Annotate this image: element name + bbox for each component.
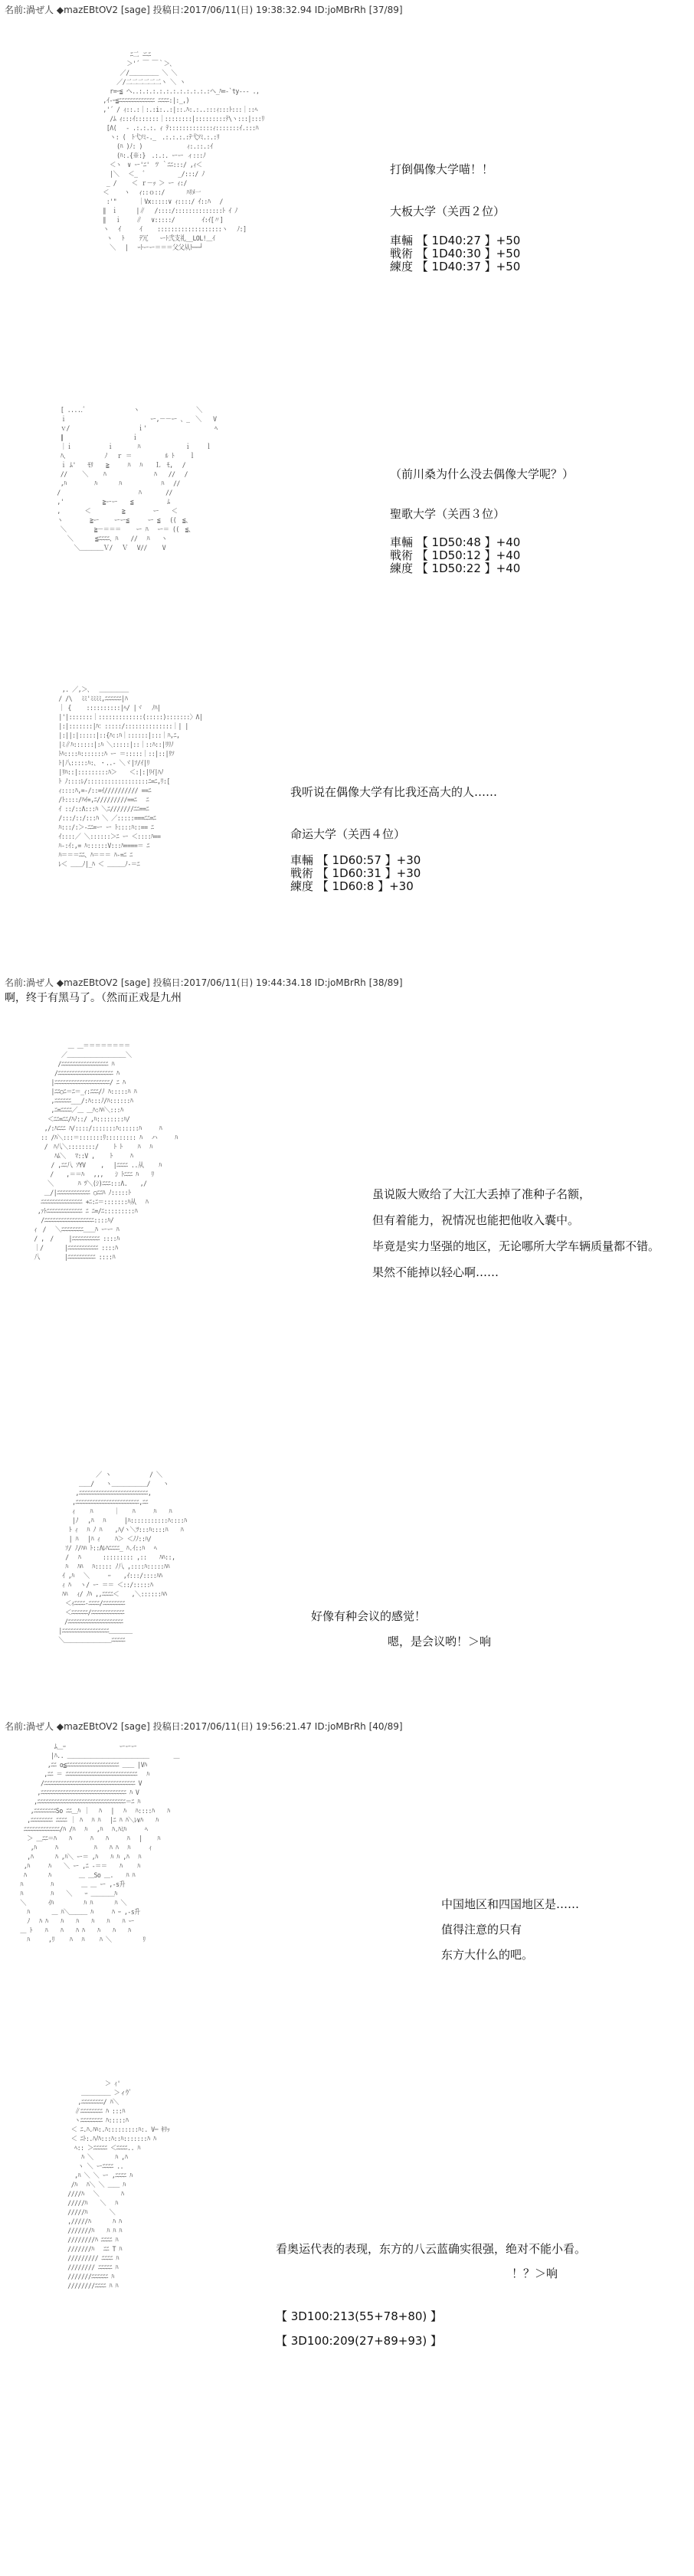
post1-line-6: 命运大学（关西４位） <box>290 827 406 841</box>
stat-vehicle: 車輛 【 1D40:27 】+50 <box>390 234 521 247</box>
ascii-art-character-1: ﾆ二 ニﾆ ＞'´ ￣ ￣｀＞､ ／/＿＿＿＿＿ ＼ ＼ ／/二二二二二二ヽ ＼ ヽ r=ｰ≦ ヘ..:.:.:.:.:.:.:.:.:.:.:ヘ_ﾊ=-`ty‐-- ., ,ｲ-ｰ≦ﾆﾆﾆﾆﾆﾆﾆﾆﾆﾆﾆﾆﾆ ﾆﾆﾆﾆ:|:_,) ,'´ / ｨ::.:｜:.:i:..:|::.ﾊ:.:..:::ｨ:::ﾄ:::｜::ﾍ /ﾑ ｨ:::ｲ:::::::｜::::::::|:::::::::ﾃ\ヽ:::|:::ﾘ [Λ( ‐ .:.:.:. ｨ ﾃ:::::::::::::ｨ:::::::ｲ.:::ﾊ ヽ: ( ﾄ弋ｿﾐ-._ .:.:.:.:ﾃ弋ｿﾐ.:.:ﾘ (ﾊ )ﾉ: ) ｨ:.::.:ｲ (ﾊ:.{※:} .:.:. ーー ィ:::ﾉ ＜ヽ ∨ ー'ﾆ' ﾂ ｀ﾆﾆ:::/ ,ｨ＜ |＼ ＜_ ﾞ _/:::/ ﾉ _ / ＜ ｒ－ｯ ＞ ー ｨ:/ ＜ ヽ ｨ::ｏ::/ ﾊﾘﾒ一 :'" ｜Vx:::::∨ ｨ::::/ ｲ::ﾊ / ∥ ｉ |∥ /::::/::::::::::::::ﾄ ｲ ﾉ ∥ ｉ ∥ ∨:::::/ ｲ:ｲ[〃] ヽ ｲ ｲ :::::::::::::::::::ヽ ﾉ:] ヽ ﾄ ﾃ冗 ーﾄ弐支礼__LOL!＿ｲ ＼ | ｰﾄーー＝＝＝父父从ﾄ──┘ <box>103 51 264 252</box>
post2-line-5: 好像有种会议的感觉！ <box>311 1609 427 1623</box>
post-header <box>5 1720 403 1733</box>
post3-line-5: ！？＞响 <box>512 2267 558 2280</box>
post2-line-4: 果然不能掉以轻心啊…… <box>372 1265 499 1279</box>
post1-line-3: （前川桑为什么没去偶像大学呢？） <box>390 467 575 481</box>
stat-vehicle: 車輛 【 1D60:57 】+30 <box>290 853 421 867</box>
stat-skill: 練度 【 1D50:22 】+40 <box>390 561 521 575</box>
post2-line-2: 但有着能力，祝情况也能把他收入囊中。 <box>372 1213 580 1227</box>
ascii-art-character-2: [ .....ﾞ ヽ ＼ ｉ ー,－－ー 、_ ＼ V ｖ/ ｉ' ﾍ ∥ ｉ ｜ｉ ｉ ﾊ ｉ ｌ ﾊ、 ﾉ ｒ ＝ ﾙ ﾄ ｌ ｉ ﾑ' ﾓﾘ ≧ ﾊ ﾊ Ｌ ﾓ, / // ＼ ﾊ ﾊ // / ,ﾊ ﾊ ﾊ ﾊ // / ﾊ // ,' ≧ーー ≦ ﾑ , ＜ ≧ ー ＜ ヽ ≧ー ーー≦ ー ≦ (( ≦、 ＼ ≧－＝＝＝ ー ﾊ ー＝ (( ≦、 ＼ ≦ﾆﾆﾆﾆ、ﾊ // ﾊ ヽ ＼＿＿＿＿Ｖ/ Ｖ V// V <box>57 407 218 552</box>
dice-roll-2: 【 3D100:209(27+89+93) 】 <box>276 2334 443 2348</box>
ascii-art-character-7: ＞ ｨ' ＿＿＿＿＿ ＞ィｳﾞ ,ﾆﾆﾆﾆﾆﾆﾆﾆ/ ﾊ＼ ∥ﾆﾆﾆﾆﾆﾆﾆﾆ ﾊ :::ﾊ ヽﾆﾆﾆﾆﾆﾆﾆﾆ ﾊ:::::ﾊ ＜ ﾆ.ﾊ.ﾊﾊ:.ﾊ:::::::::ﾊ:. V─ ｷﾘｯ ＜ ﾆﾄ:.ﾊﾉﾊ:::ﾊ::ﾊ:::::::ﾊ ﾊ ﾍ:: ＞ﾆﾆﾆﾆﾆ ＜ﾆﾆﾆﾆ.. ﾊ ﾊ ＼ ﾊ ,ﾊ ヽ ＼ ーﾆﾆﾆﾆ .. ,ﾊ ＼ ＼ ー ,ﾆﾆﾆﾆ ﾊ /ﾊ ﾊ＼ ＼ ＿＿ ﾊ ////ﾊ ＼ ﾊ /////ﾊ ＼ ﾊ /////ﾊ ＼ ,/////ﾊ ﾊ ﾊ ///////ﾊ ﾊ ﾊ ﾊ ////////ﾊ ﾆﾆﾆﾆ ﾊ ///////ﾊ ﾆﾆ T ﾊ ///////// ﾆﾆﾆﾆ ﾊ //////// ﾆﾆﾆﾆﾆ ﾊ ///////ﾆﾆﾆﾆﾆﾆ ﾊ ////////ﾆﾆﾆﾆ ﾊ ﾊ <box>67 2080 170 2290</box>
stat-skill: 練度 【 1D40:37 】+50 <box>390 260 521 273</box>
post3-line-2: 值得注意的只有 <box>441 1923 522 1936</box>
post2-line-1: 虽说阪大败给了大江大丢掉了准种子名额， <box>372 1187 591 1201</box>
post1-line-2: 大板大学（关西２位） <box>390 205 506 218</box>
ascii-art-character-5: ／ ヽ / ＼ ＿＿/ ヽ＿＿＿＿＿＿/ ヽ ,ﾆﾆﾆﾆﾆﾆﾆﾆﾆﾆﾆﾆﾆﾆﾆﾆﾆﾆﾆﾆﾆﾆﾆﾆﾆ, ,ﾆﾆﾆﾆﾆﾆﾆﾆﾆﾆﾆﾆﾆﾆﾆﾆﾆﾆﾆﾆﾆﾆﾆ,ﾆﾆ ｨ ﾊ ｜ ﾊ ﾊ ﾊ |ﾉ ,ﾊ ﾊ |ﾊ:::::::::::ﾊ::::ﾊ ﾄ ｨ ﾊ ﾉ ﾊ ,ﾊ/ヽ＼ﾂ:::ﾊ::::ﾊ ﾊ | ﾊ |ﾊ ｨ ﾊ＞ ＜ﾉﾉ::ﾊ/ ｿ/ ﾉ/ﾊﾊ ﾄ::Λﾚﾊﾆﾆﾆﾆ_ ﾊ.ｲ::ﾊ ﾍ / ﾊ ::::::::: ,:: ﾊﾊ::, ﾊ ﾊﾊ ﾊ::::: ﾉ八 ,::::ﾊ:::::ﾊﾊ ｲ ,ﾊ ＼ ｰ ,ｲ:::/::::ﾊﾊ ｨ ﾊ ヽ/ ー ＝＝ ＜::/:::::ﾊ ﾊﾊ ｨ/ ﾉﾊ ,,ﾆﾆﾆﾆ＜ ,＼::::::ﾊﾊ ＜ｨﾆﾆﾆﾆ-ﾆﾆﾆﾆ/ﾆﾆﾆﾆﾆﾆﾆﾆ ＜ﾆﾆﾆﾆﾆﾆ/ﾆﾆﾆﾆﾆﾆﾆﾆﾆﾆﾆﾆ /ﾆﾆﾆﾆﾆﾆﾆﾆﾆﾆﾆﾆﾆﾆﾆﾆﾆﾆﾆﾆ |ﾆﾆﾆﾆﾆﾆﾆﾆﾆﾆﾆﾆﾆﾆﾆﾆﾆ＿＿＿＿ ＼＿＿＿＿＿＿＿＿ﾆﾆﾆﾆﾆ <box>58 1471 187 1645</box>
post1-line-1: 打倒偶像大学喵！！ <box>390 162 494 176</box>
post2-line-3: 毕竟是实力坚强的地区，无论哪所大学车辆质量都不错。 <box>372 1239 660 1253</box>
ascii-art-character-3: ,. ／,＞､ ＿＿＿＿＿ / /\ ﾐﾐ'ﾐﾐﾐﾐ,ﾆﾆﾆﾆﾆﾆ|ﾊ ｜ { ::::::::::|ﾍ/ |ヾ ﾉﾊ| |'|:::::::｜:::::::::::::(:::::):::::::〉Λ| |:|:::::::|ﾊ：:::::/::::::::::::::｜| | |:||:|:::::|::{ﾊ::ﾊ｜::::::|:::｜ﾊ,ﾆ, |ﾐ∥ﾊ::::::|:ﾊ ＼:::::|::｜::ﾊ::|ﾘﾘﾉ ﾄﾊ::::ﾊ:::::::ﾊ ー ＝:::::｜::|::|ﾘｿ ﾄ|八:::::ﾊ:､ ・..‐ ＼ヾ|ｿ/ｲ|ﾘ |ﾘﾊ::|:::::::::ﾊ＞ ＜:|:|ﾘｲ|ﾊﾉ ﾄ ﾉ::::ﾚ/::::::::::::::::::ﾆ=ﾆ,ﾘ:[ ｨ::::ﾊ,=-/::=ｲ////////// ==ﾆ /ﾄ::::/ﾊｲ=,ﾆ/////////==ﾆ ﾆ ｲ ::/::Λ:::ﾊ ＼ﾆ///////ﾆﾆ==ﾆ /:::/::/:::ﾊ ＼ ／:::::===ﾆﾆ=ﾆ ﾊ:::/:＞-ﾆﾆ=ー ー ﾄ::::ﾊ::== ﾆ ｲ::::／ ＼::::::＞ﾆ ー ＜::::ﾊ== ﾊ-:ｲ:,= ﾊ::::::V:::ﾊ====＝ ﾆ ﾊ＝＝＝ﾆﾆ、ﾊ＝＝＝ ﾊ-=ﾆ ﾆ ﾚ＜ ＿＿ﾉ|_ﾊ ＜ ＿＿＿ﾉ-＝ﾆ <box>58 686 203 869</box>
stat-tactics: 戦術 【 1D50:12 】+40 <box>390 548 521 562</box>
post2-intro: 啊，终于有黑马了。（然而正戏是九州 <box>5 992 182 1004</box>
stat-tactics: 戦術 【 1D40:30 】+50 <box>390 247 521 260</box>
stat-vehicle: 車輛 【 1D50:48 】+40 <box>390 535 521 549</box>
post3-line-4: 看奥运代表的表现，东方的八云蓝确实很强，绝对不能小看。 <box>276 2242 587 2256</box>
stat-skill: 練度 【 1D60:8 】+30 <box>290 879 414 893</box>
post3-line-1: 中国地区和四国地区是…… <box>441 1897 580 1911</box>
ascii-art-character-6: ﾑ＿ｰ ーーー |ﾊ.. ＿＿＿＿＿＿＿＿＿＿＿＿＿＿ ＿ ,ﾆﾆ o≦ﾆﾆﾆﾆﾆﾆﾆﾆﾆﾆﾆﾆﾆﾆﾆﾆﾆﾆﾆ ＿＿ |Vﾊ ,ﾆﾆ ＝ ﾆﾆﾆﾆﾆﾆﾆﾆﾆﾆﾆﾆﾆﾆﾆﾆﾆﾆﾆﾆﾆﾆﾆﾆﾆﾆ ﾊ /ﾆﾆﾆﾆﾆﾆﾆﾆﾆﾆﾆﾆﾆﾆﾆﾆﾆﾆﾆﾆﾆﾆﾆﾆﾆﾆﾆﾆﾆﾆﾆﾆﾆ V ,ﾆﾆﾆﾆﾆﾆﾆﾆﾆﾆﾆﾆﾆﾆﾆﾆﾆﾆﾆﾆﾆﾆﾆﾆﾆﾆﾆﾆﾆﾆﾆ ﾊ V ,ﾆﾆﾆﾆﾆﾆﾆﾆﾆﾆﾆﾆﾆﾆﾆﾆﾆﾆﾆﾆﾆﾆﾆﾆﾆﾆﾆﾆﾆﾆﾆﾆ＝ﾆ ﾊ ,ﾆﾆﾆﾆﾆﾆﾆﾆSo ﾆﾆ＿ﾊ ｜ ﾊ | ﾊ ﾊ::::ﾊ ﾊ ,ﾆﾆﾆﾆﾆﾆﾆﾆ ﾆﾆﾆﾆ ｜ ﾊ ﾊ ﾊ |ﾆ ﾊ ﾊ＼ﾚ∨ﾊ ﾊ ﾆﾆﾆﾆﾆﾆﾆﾆﾆﾆﾆﾆﾆ/ﾊ /ﾊ ﾊ ,ﾊ ﾊ.ﾊﾐﾊ ﾍ ＞ ＿ﾆﾆ＝ﾊ ﾊ ﾊ ﾊ ﾊ | ﾊ ,ﾊ ﾊ ﾊ ﾊ ﾊ ﾊ ｨ ,ﾊ ﾊ ,ﾊ＼ ー＝ ,ﾊ ﾊ ﾊ ,ﾊ ﾊ ,ﾊ ﾊ ＼ ー ,ﾆ -＝＝ ﾊ ﾊ ﾊ ﾊ ＿ ＿So ＿. ﾊ ﾊ ﾊ ﾊ ＿ ＿ ー ,-s升 ﾊ ﾊ ＼ ｰ ＿＿＿＿ﾊ ＼ ｲﾊ ﾊ ﾊ ﾊ ＼ ﾊ ＿ ﾊ＼＿＿＿ ﾊ ﾊ ｰ ,-s升 ﾉ ﾊ ﾊ ﾊ ﾊ ﾊ ﾊ ﾊ ー ＿ ﾄ ﾊ ﾊ ﾊ ﾊ ﾊ ﾊ ﾊ ﾊ ,ﾘ ﾊ ﾊ ﾊ ＼ ﾘ <box>20 1743 180 1944</box>
dice-roll-1: 【 3D100:213(55+78+80) 】 <box>276 2309 443 2323</box>
post1-line-5: 我听说在偶像大学有比我还高大的人…… <box>290 785 498 799</box>
post-header <box>5 3 403 16</box>
post-header-text: 名前:渦ぜ人 ◆mazEBtOV2 [sage] 投稿日:2017/06/11(日) 19:56:21.47 ID:joMBrRh [40/89] <box>5 1721 403 1732</box>
post1-line-4: 聖歌大学（关西３位） <box>390 507 506 521</box>
post3-line-3: 东方大什么的吧。 <box>441 1948 534 1962</box>
post-header-text: 名前:渦ぜ人 ◆mazEBtOV2 [sage] 投稿日:2017/06/11(日) 19:38:32.94 ID:joMBrRh [37/89] <box>5 5 403 15</box>
post2-line-6: 嗯，是会议哟！＞响 <box>388 1635 492 1648</box>
ascii-art-character-4: ＿ ＿＝＝＝＝＝＝＝＝ ／＿＿＿＿＿＿＿＿＿＿＼ /ﾆﾆﾆﾆﾆﾆﾆﾆﾆﾆﾆﾆﾆﾆﾆﾆﾆ ﾊ /ﾆﾆﾆﾆﾆﾆﾆﾆﾆﾆﾆﾆﾆﾆﾆﾆﾆﾆﾆﾆ ﾊ |ﾆﾆﾆﾆﾆﾆﾆﾆﾆﾆﾆﾆﾆﾆﾆﾆﾆﾆﾆﾆ/ ﾆ ﾊ |ﾆﾆ○ﾆ＝ﾆ＝_ｨ:ﾆﾆﾆ/ﾉ ﾊ:::::ﾊ ﾊ ,ﾆﾆﾆﾆﾆﾆ___/:ﾊ:::ﾉ/ﾊ::::::ﾊ ,ﾆ=ﾆﾆﾆﾆ／＿ ＿ﾊ:ﾊﾊ＼:::ﾊ ＜ﾆﾆ=ﾆﾆ/ﾊﾉ::/ ,ﾊ::::::::ﾊ/ ,/:ﾊﾆﾆﾆ ﾊ/::::/:::::::ﾊ::::::ﾊ ﾊ :: /ﾊ＼:::＝:::::::ﾘ::::::::: ﾊ ハ ﾊ / ﾊ八＼::::::::/ ﾄ ﾄ ﾊ ﾊ ﾊﾑ＼ ﾏ::V , ﾄ ﾊ / ,ﾆﾆ八 ｿYV , |ﾆﾆﾆﾆ ..从 ﾊ / ,＝＝ﾊ ,,, ｼ ﾄﾆﾆﾆ ﾊ ﾘ ＼ ﾊ ﾂ＼(ｼ)ﾆﾆﾆ:::Λ. ,/ ＿/|ﾆﾆﾆﾆﾆﾆﾆﾆﾆﾆﾆﾆ ○ﾆﾆﾊ ﾉ:::::ﾄ ﾆﾆﾆﾆﾆﾆﾆﾆﾆﾆﾆﾆﾆﾆﾆ +ﾆ:ﾆ＝:::::::ﾊ从 ﾊ ,ｧﾄﾆﾆﾆﾆﾆﾆﾆﾆﾆﾆﾆﾆﾆ ﾆ ﾆ=/ﾆ:::::::::ﾊ /ﾆﾆﾆﾆﾆﾆﾆﾆﾆﾆﾆﾆﾆﾆﾆﾆﾆﾆ::::ﾊ/ ｨ / ＼ﾆﾆﾆﾆﾆﾆﾆﾆ＿＿ﾊ ーー ﾊ / , / |ﾆﾆﾆﾆﾆﾆﾆﾆﾆﾆ ::::ﾊ ｜/ |ﾆﾆﾆﾆﾆﾆﾆﾆﾆﾆﾆ ::::ﾊ 八 |ﾆﾆﾆﾆﾆﾆﾆﾆﾆﾆ ::::ﾊ <box>34 1043 178 1262</box>
post-header <box>5 976 403 989</box>
post-header-text: 名前:渦ぜ人 ◆mazEBtOV2 [sage] 投稿日:2017/06/11(日) 19:44:34.18 ID:joMBrRh [38/89] <box>5 977 403 988</box>
stat-tactics: 戦術 【 1D60:31 】+30 <box>290 866 421 880</box>
